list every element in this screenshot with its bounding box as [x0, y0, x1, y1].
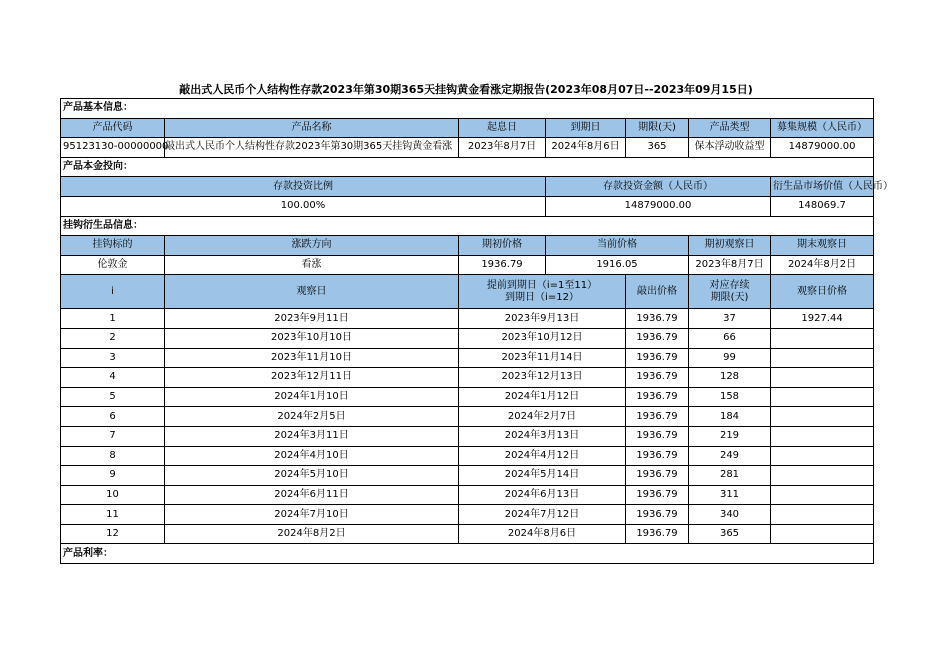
obs-header-early-line2: 到期日（i=12） — [505, 291, 579, 303]
obs-knockout-price: 1936.79 — [626, 485, 689, 505]
obs-knockout-price: 1936.79 — [626, 368, 689, 388]
obs-header-i: i — [61, 275, 165, 309]
derivative-market-value: 148069.7 — [771, 196, 874, 216]
final-observation-date: 2024年8月2日 — [771, 255, 874, 275]
section-principal-row — [61, 157, 874, 177]
obs-index: 7 — [61, 426, 165, 446]
obs-days: 365 — [689, 524, 771, 544]
obs-observed-price — [771, 328, 874, 348]
obs-header-early — [459, 275, 626, 309]
observation-header-row — [61, 275, 874, 309]
product-type: 保本浮动收益型 — [689, 138, 771, 158]
obs-index: 10 — [61, 485, 165, 505]
obs-index: 9 — [61, 466, 165, 486]
obs-days: 158 — [689, 387, 771, 407]
observation-row — [61, 348, 874, 368]
derivative-header-cell: 期末观察日 — [771, 236, 874, 256]
observation-row — [61, 446, 874, 466]
observation-row — [61, 407, 874, 427]
obs-date: 2023年12月11日 — [165, 368, 459, 388]
obs-early-date: 2024年3月13日 — [459, 426, 626, 446]
term-days: 365 — [626, 138, 689, 158]
initial-observation-date: 2023年8月7日 — [689, 255, 771, 275]
principal-header-text: 衍生品市场价值（人民币） — [773, 180, 893, 192]
obs-date: 2024年3月11日 — [165, 426, 459, 446]
current-price: 1916.05 — [546, 255, 689, 275]
basic-value-row — [61, 138, 874, 158]
observation-row — [61, 426, 874, 446]
obs-knockout-price: 1936.79 — [626, 309, 689, 329]
direction: 看涨 — [165, 255, 459, 275]
obs-early-date: 2024年6月13日 — [459, 485, 626, 505]
observation-row — [61, 466, 874, 486]
observation-row — [61, 368, 874, 388]
underlying-asset: 伦敦金 — [61, 255, 165, 275]
observation-row — [61, 387, 874, 407]
observation-row — [61, 328, 874, 348]
obs-observed-price — [771, 505, 874, 525]
obs-observed-price — [771, 368, 874, 388]
obs-observed-price — [771, 524, 874, 544]
obs-days: 311 — [689, 485, 771, 505]
basic-header-row — [61, 118, 874, 138]
derivative-header-cell: 涨跌方向 — [165, 236, 459, 256]
section-principal-heading: 产品本金投向： — [61, 157, 874, 177]
derivative-header-cell: 当前价格 — [546, 236, 689, 256]
derivative-value-row — [61, 255, 874, 275]
obs-days: 281 — [689, 466, 771, 486]
obs-date: 2024年6月11日 — [165, 485, 459, 505]
obs-index: 11 — [61, 505, 165, 525]
obs-knockout-price: 1936.79 — [626, 524, 689, 544]
principal-header-cell: 存款投资金额（人民币） — [546, 177, 771, 197]
raise-size: 14879000.00 — [771, 138, 874, 158]
obs-header-days — [689, 275, 771, 309]
obs-early-date: 2023年9月13日 — [459, 309, 626, 329]
section-derivative-heading: 挂钩衍生品信息： — [61, 216, 874, 236]
obs-knockout-price: 1936.79 — [626, 505, 689, 525]
obs-observed-price — [771, 348, 874, 368]
obs-date: 2024年4月10日 — [165, 446, 459, 466]
obs-days: 249 — [689, 446, 771, 466]
section-rate-heading: 产品利率： — [61, 544, 874, 564]
basic-header-cell: 产品代码 — [61, 118, 165, 138]
maturity-date: 2024年8月6日 — [546, 138, 626, 158]
obs-observed-price — [771, 485, 874, 505]
obs-days: 128 — [689, 368, 771, 388]
obs-knockout-price: 1936.79 — [626, 328, 689, 348]
obs-date: 2024年2月5日 — [165, 407, 459, 427]
obs-early-date: 2024年4月12日 — [459, 446, 626, 466]
obs-date: 2024年7月10日 — [165, 505, 459, 525]
derivative-header-cell: 期初观察日 — [689, 236, 771, 256]
obs-date: 2023年10月10日 — [165, 328, 459, 348]
obs-early-date: 2024年5月14日 — [459, 466, 626, 486]
obs-days: 99 — [689, 348, 771, 368]
obs-early-date: 2023年12月13日 — [459, 368, 626, 388]
basic-header-cell: 期限(天) — [626, 118, 689, 138]
obs-index: 1 — [61, 309, 165, 329]
basic-header-cell: 产品类型 — [689, 118, 771, 138]
obs-early-date: 2024年8月6日 — [459, 524, 626, 544]
obs-header-date: 观察日 — [165, 275, 459, 309]
obs-observed-price — [771, 407, 874, 427]
derivative-header-cell: 期初价格 — [459, 236, 546, 256]
obs-observed-price — [771, 426, 874, 446]
obs-header-obs-price: 观察日价格 — [771, 275, 874, 309]
obs-days: 219 — [689, 426, 771, 446]
observation-row — [61, 505, 874, 525]
deposit-amount: 14879000.00 — [546, 196, 771, 216]
value-date: 2023年8月7日 — [459, 138, 546, 158]
obs-knockout-price: 1936.79 — [626, 387, 689, 407]
obs-header-price: 敲出价格 — [626, 275, 689, 309]
obs-early-date: 2024年7月12日 — [459, 505, 626, 525]
obs-header-days-line2: 期限(天) — [710, 291, 749, 303]
basic-header-cell: 募集规模（人民币） — [771, 118, 874, 138]
obs-index: 6 — [61, 407, 165, 427]
principal-header-cell: 存款投资比例 — [61, 177, 546, 197]
obs-observed-price — [771, 387, 874, 407]
obs-early-date: 2024年1月12日 — [459, 387, 626, 407]
obs-knockout-price: 1936.79 — [626, 466, 689, 486]
obs-early-date: 2024年2月7日 — [459, 407, 626, 427]
product-name: 敲出式人民币个人结构性存款2023年第30期365天挂钩黄金看涨 — [165, 138, 459, 158]
obs-knockout-price: 1936.79 — [626, 446, 689, 466]
obs-index: 3 — [61, 348, 165, 368]
obs-knockout-price: 1936.79 — [626, 407, 689, 427]
obs-index: 2 — [61, 328, 165, 348]
obs-observed-price — [771, 446, 874, 466]
section-rate-row — [61, 544, 874, 564]
obs-date: 2024年1月10日 — [165, 387, 459, 407]
deposit-ratio: 100.00% — [61, 196, 546, 216]
obs-observed-price — [771, 466, 874, 486]
obs-date: 2023年9月11日 — [165, 309, 459, 329]
principal-header-cell — [771, 177, 893, 197]
initial-price: 1936.79 — [459, 255, 546, 275]
obs-index: 8 — [61, 446, 165, 466]
observation-row — [61, 524, 874, 544]
obs-date: 2024年5月10日 — [165, 466, 459, 486]
obs-days: 37 — [689, 309, 771, 329]
obs-index: 12 — [61, 524, 165, 544]
obs-knockout-price: 1936.79 — [626, 426, 689, 446]
obs-index: 4 — [61, 368, 165, 388]
principal-value-row — [61, 196, 874, 216]
observation-row — [61, 309, 874, 329]
observation-row — [61, 485, 874, 505]
obs-header-early-line1: 提前到期日（i=1至11） — [486, 279, 598, 291]
report-table — [60, 98, 893, 564]
obs-header-days-line1: 对应存续 — [709, 279, 750, 291]
obs-early-date: 2023年10月12日 — [459, 328, 626, 348]
obs-days: 340 — [689, 505, 771, 525]
section-basic-heading: 产品基本信息： — [61, 99, 874, 119]
obs-index: 5 — [61, 387, 165, 407]
report-title: 敲出式人民币个人结构性存款2023年第30期365天挂钩黄金看涨定期报告(2023年08月07日--2023年09月15日) — [179, 83, 753, 96]
section-basic-row — [61, 99, 874, 119]
obs-days: 66 — [689, 328, 771, 348]
obs-date: 2023年11月10日 — [165, 348, 459, 368]
basic-header-cell: 产品名称 — [165, 118, 459, 138]
basic-header-cell: 起息日 — [459, 118, 546, 138]
obs-date: 2024年8月2日 — [165, 524, 459, 544]
obs-knockout-price: 1936.79 — [626, 348, 689, 368]
basic-header-cell: 到期日 — [546, 118, 626, 138]
obs-days: 184 — [689, 407, 771, 427]
derivative-header-row — [61, 236, 874, 256]
derivative-header-cell: 挂钩标的 — [61, 236, 165, 256]
obs-observed-price: 1927.44 — [771, 309, 874, 329]
section-derivative-row — [61, 216, 874, 236]
product-code: 95123130-00000000 — [61, 138, 165, 158]
obs-early-date: 2023年11月14日 — [459, 348, 626, 368]
principal-header-row — [61, 177, 874, 197]
